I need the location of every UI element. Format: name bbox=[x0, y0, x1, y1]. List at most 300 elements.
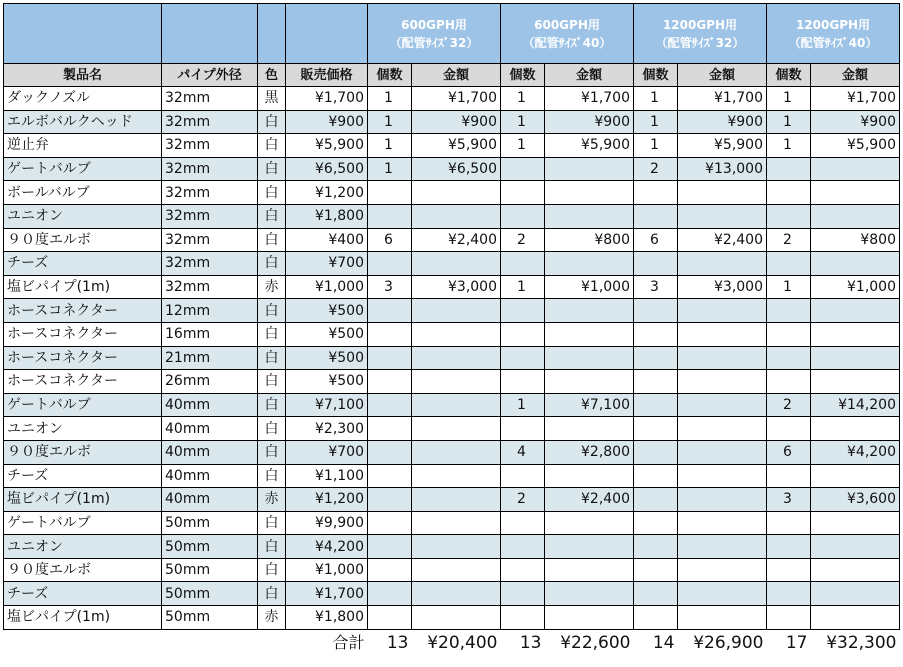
qty-cell bbox=[368, 535, 412, 559]
pipe-diameter-cell: 50mm bbox=[162, 606, 258, 630]
qty-cell: 6 bbox=[368, 228, 412, 252]
qty-cell: 1 bbox=[368, 87, 412, 111]
qty-cell bbox=[767, 299, 811, 323]
amount-cell bbox=[545, 606, 634, 630]
amount-cell: ¥900 bbox=[545, 110, 634, 134]
qty-cell bbox=[634, 204, 678, 228]
amount-cell: ¥13,000 bbox=[678, 157, 767, 181]
col-header-name: 製品名 bbox=[4, 64, 162, 87]
product-name-cell: ゲートバルブ bbox=[4, 511, 162, 535]
qty-cell bbox=[634, 370, 678, 394]
qty-cell bbox=[634, 582, 678, 606]
qty-cell bbox=[634, 252, 678, 276]
amount-cell: ¥5,900 bbox=[545, 134, 634, 158]
amount-cell bbox=[412, 181, 501, 205]
total-qty: 17 bbox=[767, 629, 811, 657]
qty-cell: 2 bbox=[634, 157, 678, 181]
pipe-diameter-cell: 50mm bbox=[162, 582, 258, 606]
pipe-diameter-cell: 32mm bbox=[162, 204, 258, 228]
qty-cell bbox=[501, 322, 545, 346]
table-row bbox=[4, 275, 900, 299]
color-cell: 白 bbox=[258, 181, 286, 205]
qty-cell bbox=[767, 157, 811, 181]
amount-cell bbox=[811, 346, 900, 370]
amount-cell bbox=[678, 252, 767, 276]
qty-cell bbox=[501, 606, 545, 630]
table-row bbox=[4, 181, 900, 205]
qty-cell bbox=[368, 488, 412, 512]
amount-cell bbox=[678, 606, 767, 630]
qty-cell bbox=[634, 393, 678, 417]
product-name-cell: ユニオン bbox=[4, 204, 162, 228]
amount-cell: ¥3,600 bbox=[811, 488, 900, 512]
amount-cell bbox=[678, 370, 767, 394]
qty-cell: 1 bbox=[501, 134, 545, 158]
price-cell: ¥900 bbox=[286, 110, 368, 134]
amount-cell bbox=[811, 322, 900, 346]
table-row bbox=[4, 299, 900, 323]
price-cell: ¥1,000 bbox=[286, 275, 368, 299]
amount-cell bbox=[811, 299, 900, 323]
color-cell: 赤 bbox=[258, 275, 286, 299]
qty-cell bbox=[634, 558, 678, 582]
qty-cell bbox=[368, 417, 412, 441]
qty-cell bbox=[501, 157, 545, 181]
col-header-color: 色 bbox=[258, 64, 286, 87]
qty-cell: 6 bbox=[767, 440, 811, 464]
amount-cell bbox=[811, 464, 900, 488]
amount-cell: ¥5,900 bbox=[678, 134, 767, 158]
pipe-diameter-cell: 32mm bbox=[162, 157, 258, 181]
qty-cell bbox=[501, 181, 545, 205]
qty-cell bbox=[368, 606, 412, 630]
amount-cell bbox=[811, 252, 900, 276]
group-header-600-32: 600GPH用 （配管ｻｲｽﾞ32） bbox=[368, 4, 501, 64]
product-name-cell: 塩ビパイプ(1m) bbox=[4, 275, 162, 299]
color-cell: 白 bbox=[258, 370, 286, 394]
color-cell: 白 bbox=[258, 558, 286, 582]
amount-cell bbox=[678, 582, 767, 606]
amount-cell: ¥3,000 bbox=[412, 275, 501, 299]
price-cell: ¥1,800 bbox=[286, 204, 368, 228]
qty-cell: 1 bbox=[634, 110, 678, 134]
amount-cell: ¥5,900 bbox=[412, 134, 501, 158]
pipe-diameter-cell: 40mm bbox=[162, 488, 258, 512]
price-cell: ¥500 bbox=[286, 322, 368, 346]
qty-cell bbox=[767, 535, 811, 559]
total-amount: ¥26,900 bbox=[678, 629, 767, 657]
product-name-cell: 逆止弁 bbox=[4, 134, 162, 158]
amount-cell: ¥800 bbox=[811, 228, 900, 252]
price-cell: ¥4,200 bbox=[286, 535, 368, 559]
col-header-qty: 個数 bbox=[501, 64, 545, 87]
amount-cell bbox=[545, 322, 634, 346]
amount-cell bbox=[545, 511, 634, 535]
qty-cell bbox=[767, 417, 811, 441]
color-cell: 白 bbox=[258, 299, 286, 323]
amount-cell: ¥7,100 bbox=[545, 393, 634, 417]
table-row bbox=[4, 110, 900, 134]
amount-cell bbox=[545, 582, 634, 606]
pipe-diameter-cell: 26mm bbox=[162, 370, 258, 394]
table-row bbox=[4, 535, 900, 559]
table-row bbox=[4, 488, 900, 512]
qty-cell bbox=[501, 417, 545, 441]
table-row bbox=[4, 417, 900, 441]
amount-cell bbox=[545, 299, 634, 323]
price-cell: ¥700 bbox=[286, 252, 368, 276]
total-label: 合計 bbox=[286, 629, 368, 657]
amount-cell bbox=[412, 606, 501, 630]
amount-cell bbox=[678, 393, 767, 417]
amount-cell bbox=[678, 511, 767, 535]
amount-cell bbox=[545, 181, 634, 205]
amount-cell: ¥3,000 bbox=[678, 275, 767, 299]
qty-cell bbox=[501, 535, 545, 559]
amount-cell bbox=[545, 346, 634, 370]
col-header-pipe: パイプ外径 bbox=[162, 64, 258, 87]
price-cell: ¥6,500 bbox=[286, 157, 368, 181]
group-header-1200-40: 1200GPH用 （配管ｻｲｽﾞ40） bbox=[767, 4, 900, 64]
qty-cell: 1 bbox=[767, 110, 811, 134]
qty-cell bbox=[501, 299, 545, 323]
price-cell: ¥500 bbox=[286, 346, 368, 370]
qty-cell bbox=[368, 511, 412, 535]
pipe-diameter-cell: 40mm bbox=[162, 440, 258, 464]
total-spacer bbox=[162, 629, 258, 657]
amount-cell bbox=[811, 370, 900, 394]
total-row bbox=[4, 629, 900, 657]
color-cell: 白 bbox=[258, 582, 286, 606]
col-header-qty: 個数 bbox=[634, 64, 678, 87]
amount-cell bbox=[412, 299, 501, 323]
amount-cell: ¥14,200 bbox=[811, 393, 900, 417]
qty-cell bbox=[368, 393, 412, 417]
amount-cell bbox=[811, 606, 900, 630]
amount-cell bbox=[412, 393, 501, 417]
amount-cell bbox=[678, 488, 767, 512]
header-blank bbox=[258, 4, 286, 64]
column-header-row bbox=[4, 64, 900, 87]
qty-cell bbox=[368, 181, 412, 205]
color-cell: 白 bbox=[258, 204, 286, 228]
amount-cell bbox=[545, 535, 634, 559]
qty-cell: 1 bbox=[501, 275, 545, 299]
color-cell: 白 bbox=[258, 110, 286, 134]
col-header-qty: 個数 bbox=[767, 64, 811, 87]
qty-cell bbox=[634, 299, 678, 323]
qty-cell bbox=[634, 535, 678, 559]
color-cell: 白 bbox=[258, 464, 286, 488]
qty-cell: 2 bbox=[501, 228, 545, 252]
qty-cell bbox=[634, 346, 678, 370]
amount-cell: ¥900 bbox=[811, 110, 900, 134]
amount-cell bbox=[412, 417, 501, 441]
qty-cell: 3 bbox=[767, 488, 811, 512]
amount-cell bbox=[545, 252, 634, 276]
header-blank bbox=[4, 4, 162, 64]
pipe-diameter-cell: 50mm bbox=[162, 511, 258, 535]
qty-cell bbox=[501, 582, 545, 606]
amount-cell bbox=[412, 204, 501, 228]
amount-cell bbox=[545, 370, 634, 394]
header-blank bbox=[286, 4, 368, 64]
amount-cell bbox=[678, 204, 767, 228]
amount-cell bbox=[412, 488, 501, 512]
amount-cell: ¥800 bbox=[545, 228, 634, 252]
col-header-amount: 金額 bbox=[545, 64, 634, 87]
table-row bbox=[4, 511, 900, 535]
qty-cell: 1 bbox=[501, 110, 545, 134]
product-name-cell: チーズ bbox=[4, 252, 162, 276]
qty-cell: 1 bbox=[767, 87, 811, 111]
qty-cell bbox=[767, 558, 811, 582]
amount-cell: ¥1,700 bbox=[545, 87, 634, 111]
table-row bbox=[4, 440, 900, 464]
amount-cell: ¥2,400 bbox=[412, 228, 501, 252]
qty-cell bbox=[634, 322, 678, 346]
color-cell: 白 bbox=[258, 417, 286, 441]
amount-cell bbox=[678, 558, 767, 582]
amount-cell bbox=[811, 582, 900, 606]
price-cell: ¥500 bbox=[286, 370, 368, 394]
price-cell: ¥1,200 bbox=[286, 488, 368, 512]
qty-cell: 3 bbox=[634, 275, 678, 299]
color-cell: 白 bbox=[258, 393, 286, 417]
qty-cell bbox=[634, 511, 678, 535]
color-cell: 白 bbox=[258, 511, 286, 535]
amount-cell bbox=[412, 558, 501, 582]
amount-cell bbox=[811, 511, 900, 535]
pipe-diameter-cell: 21mm bbox=[162, 346, 258, 370]
price-cell: ¥700 bbox=[286, 440, 368, 464]
color-cell: 白 bbox=[258, 252, 286, 276]
qty-cell: 1 bbox=[368, 110, 412, 134]
amount-cell bbox=[412, 511, 501, 535]
qty-cell bbox=[368, 204, 412, 228]
col-header-amount: 金額 bbox=[678, 64, 767, 87]
amount-cell bbox=[545, 558, 634, 582]
col-header-price: 販売価格 bbox=[286, 64, 368, 87]
pipe-diameter-cell: 12mm bbox=[162, 299, 258, 323]
total-qty: 13 bbox=[501, 629, 545, 657]
qty-cell bbox=[767, 252, 811, 276]
qty-cell bbox=[634, 464, 678, 488]
table-row bbox=[4, 134, 900, 158]
amount-cell bbox=[545, 157, 634, 181]
qty-cell bbox=[368, 252, 412, 276]
color-cell: 白 bbox=[258, 228, 286, 252]
amount-cell bbox=[811, 535, 900, 559]
amount-cell bbox=[678, 535, 767, 559]
color-cell: 白 bbox=[258, 535, 286, 559]
amount-cell: ¥1,700 bbox=[412, 87, 501, 111]
color-cell: 白 bbox=[258, 157, 286, 181]
qty-cell bbox=[368, 370, 412, 394]
product-name-cell: ホースコネクター bbox=[4, 346, 162, 370]
table-row bbox=[4, 252, 900, 276]
amount-cell: ¥2,400 bbox=[678, 228, 767, 252]
amount-cell bbox=[811, 181, 900, 205]
color-cell: 赤 bbox=[258, 488, 286, 512]
amount-cell bbox=[545, 417, 634, 441]
qty-cell bbox=[634, 440, 678, 464]
amount-cell bbox=[412, 370, 501, 394]
amount-cell bbox=[678, 346, 767, 370]
col-header-qty: 個数 bbox=[368, 64, 412, 87]
amount-cell: ¥4,200 bbox=[811, 440, 900, 464]
qty-cell: 6 bbox=[634, 228, 678, 252]
amount-cell: ¥900 bbox=[412, 110, 501, 134]
pipe-diameter-cell: 50mm bbox=[162, 558, 258, 582]
amount-cell bbox=[678, 299, 767, 323]
product-name-cell: ボールバルブ bbox=[4, 181, 162, 205]
price-cell: ¥1,800 bbox=[286, 606, 368, 630]
col-header-amount: 金額 bbox=[412, 64, 501, 87]
pipe-diameter-cell: 32mm bbox=[162, 252, 258, 276]
price-cell: ¥7,100 bbox=[286, 393, 368, 417]
qty-cell: 2 bbox=[767, 393, 811, 417]
group-header-600-40: 600GPH用 （配管ｻｲｽﾞ40） bbox=[501, 4, 634, 64]
qty-cell: 2 bbox=[767, 228, 811, 252]
pipe-diameter-cell: 40mm bbox=[162, 417, 258, 441]
qty-cell bbox=[767, 511, 811, 535]
total-qty: 14 bbox=[634, 629, 678, 657]
amount-cell bbox=[678, 417, 767, 441]
amount-cell bbox=[412, 322, 501, 346]
amount-cell bbox=[412, 346, 501, 370]
amount-cell bbox=[678, 181, 767, 205]
amount-cell: ¥5,900 bbox=[811, 134, 900, 158]
product-name-cell: ９０度エルボ bbox=[4, 558, 162, 582]
qty-cell: 3 bbox=[368, 275, 412, 299]
price-cell: ¥1,700 bbox=[286, 87, 368, 111]
amount-cell bbox=[545, 464, 634, 488]
table-row bbox=[4, 346, 900, 370]
group-header-1200-32: 1200GPH用 （配管ｻｲｽﾞ32） bbox=[634, 4, 767, 64]
qty-cell bbox=[501, 346, 545, 370]
table-row bbox=[4, 228, 900, 252]
color-cell: 白 bbox=[258, 134, 286, 158]
qty-cell: 1 bbox=[767, 134, 811, 158]
amount-cell: ¥6,500 bbox=[412, 157, 501, 181]
amount-cell bbox=[678, 322, 767, 346]
header-blank bbox=[162, 4, 258, 64]
qty-cell bbox=[634, 488, 678, 512]
qty-cell bbox=[767, 322, 811, 346]
amount-cell: ¥2,800 bbox=[545, 440, 634, 464]
qty-cell bbox=[368, 346, 412, 370]
group-header-row bbox=[4, 4, 900, 64]
qty-cell bbox=[767, 181, 811, 205]
price-cell: ¥9,900 bbox=[286, 511, 368, 535]
amount-cell bbox=[412, 535, 501, 559]
amount-cell bbox=[545, 204, 634, 228]
table-row bbox=[4, 87, 900, 111]
qty-cell: 1 bbox=[634, 87, 678, 111]
amount-cell bbox=[412, 582, 501, 606]
price-cell: ¥5,900 bbox=[286, 134, 368, 158]
price-cell: ¥500 bbox=[286, 299, 368, 323]
total-spacer bbox=[258, 629, 286, 657]
amount-cell bbox=[811, 204, 900, 228]
qty-cell: 1 bbox=[368, 134, 412, 158]
total-amount: ¥20,400 bbox=[412, 629, 501, 657]
qty-cell: 4 bbox=[501, 440, 545, 464]
product-name-cell: ダックノズル bbox=[4, 87, 162, 111]
qty-cell bbox=[767, 464, 811, 488]
amount-cell bbox=[412, 252, 501, 276]
product-name-cell: ゲートバルブ bbox=[4, 393, 162, 417]
qty-cell: 1 bbox=[501, 393, 545, 417]
product-name-cell: ゲートバルブ bbox=[4, 157, 162, 181]
qty-cell bbox=[634, 181, 678, 205]
qty-cell: 1 bbox=[767, 275, 811, 299]
total-qty: 13 bbox=[368, 629, 412, 657]
pipe-diameter-cell: 32mm bbox=[162, 181, 258, 205]
pipe-diameter-cell: 40mm bbox=[162, 464, 258, 488]
table-row bbox=[4, 464, 900, 488]
product-name-cell: ユニオン bbox=[4, 535, 162, 559]
color-cell: 白 bbox=[258, 322, 286, 346]
table-row bbox=[4, 157, 900, 181]
amount-cell: ¥1,700 bbox=[678, 87, 767, 111]
price-cell: ¥2,300 bbox=[286, 417, 368, 441]
qty-cell: 1 bbox=[501, 87, 545, 111]
table-row bbox=[4, 204, 900, 228]
product-name-cell: ９０度エルボ bbox=[4, 228, 162, 252]
qty-cell bbox=[501, 558, 545, 582]
table-row bbox=[4, 606, 900, 630]
product-name-cell: チーズ bbox=[4, 464, 162, 488]
qty-cell bbox=[368, 440, 412, 464]
price-cell: ¥1,100 bbox=[286, 464, 368, 488]
amount-cell: ¥1,000 bbox=[811, 275, 900, 299]
qty-cell bbox=[368, 558, 412, 582]
total-spacer bbox=[4, 629, 162, 657]
pipe-diameter-cell: 32mm bbox=[162, 110, 258, 134]
pipe-diameter-cell: 50mm bbox=[162, 535, 258, 559]
product-name-cell: ホースコネクター bbox=[4, 322, 162, 346]
pipe-diameter-cell: 32mm bbox=[162, 87, 258, 111]
price-table bbox=[3, 3, 900, 657]
col-header-amount: 金額 bbox=[811, 64, 900, 87]
pipe-diameter-cell: 32mm bbox=[162, 134, 258, 158]
pipe-diameter-cell: 32mm bbox=[162, 228, 258, 252]
table-row bbox=[4, 393, 900, 417]
qty-cell bbox=[501, 370, 545, 394]
qty-cell bbox=[368, 299, 412, 323]
table-row bbox=[4, 582, 900, 606]
product-name-cell: 塩ビパイプ(1m) bbox=[4, 606, 162, 630]
amount-cell: ¥900 bbox=[678, 110, 767, 134]
qty-cell bbox=[634, 417, 678, 441]
pipe-diameter-cell: 16mm bbox=[162, 322, 258, 346]
qty-cell bbox=[368, 322, 412, 346]
qty-cell bbox=[501, 204, 545, 228]
qty-cell bbox=[767, 582, 811, 606]
qty-cell: 1 bbox=[368, 157, 412, 181]
price-cell: ¥1,700 bbox=[286, 582, 368, 606]
table-row bbox=[4, 558, 900, 582]
table-row bbox=[4, 370, 900, 394]
product-name-cell: ９０度エルボ bbox=[4, 440, 162, 464]
qty-cell bbox=[501, 511, 545, 535]
pipe-diameter-cell: 32mm bbox=[162, 275, 258, 299]
total-amount: ¥22,600 bbox=[545, 629, 634, 657]
price-cell: ¥1,000 bbox=[286, 558, 368, 582]
table-row bbox=[4, 322, 900, 346]
